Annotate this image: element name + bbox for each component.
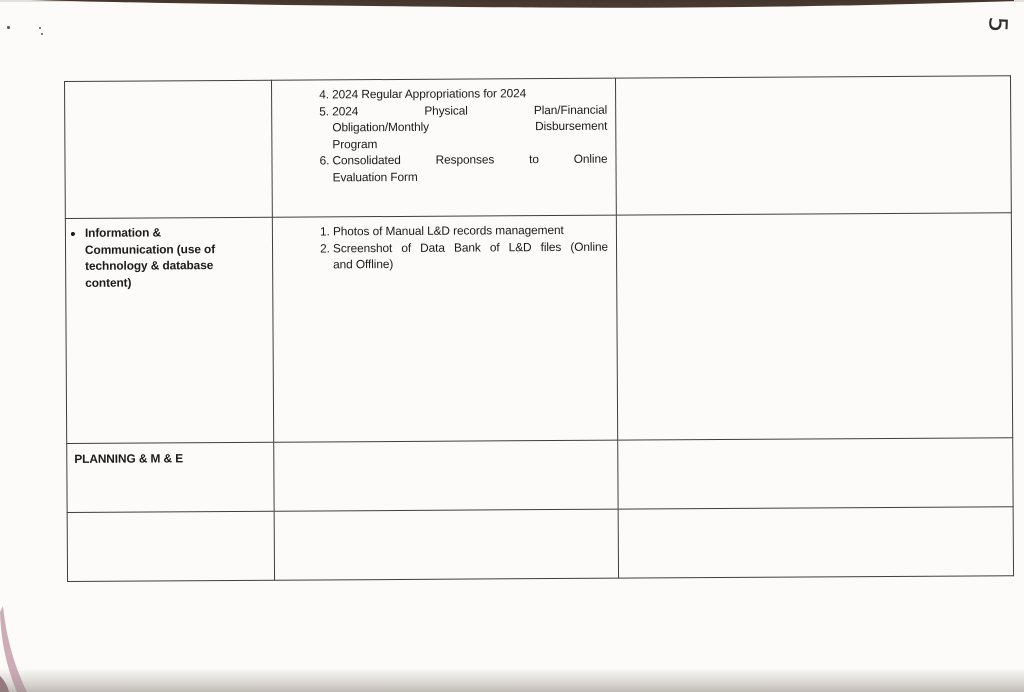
category-cell bbox=[67, 442, 274, 512]
text-line: technology & database bbox=[85, 258, 214, 274]
text-line: and Offline) bbox=[333, 257, 394, 272]
text-line: content) bbox=[85, 275, 132, 290]
list-item bbox=[85, 224, 250, 291]
text-line: 6. Consolidated Responses to Online bbox=[332, 152, 608, 168]
table-row bbox=[67, 438, 1013, 513]
category-bullet-list bbox=[70, 218, 268, 292]
category-bullet-list bbox=[72, 512, 270, 520]
category-bullet-list bbox=[71, 479, 269, 480]
text-line: Evaluation Form bbox=[332, 169, 418, 185]
text-line: 4. 2024 Regular Appropriations for 2024 bbox=[332, 86, 527, 102]
evidence-list bbox=[272, 79, 616, 187]
evidence-cell bbox=[274, 509, 618, 580]
table-row bbox=[65, 76, 1012, 219]
evidence-list bbox=[275, 510, 618, 518]
text-line: 2. Screenshot of Data Bank of L&D files (Online bbox=[332, 239, 609, 255]
handwritten-page-number: 5 bbox=[983, 16, 1013, 33]
text-line: 1. Photos of Manual L&D records management bbox=[332, 222, 564, 239]
evidence-cell bbox=[272, 215, 617, 442]
scan-speck bbox=[41, 33, 43, 35]
category-cell bbox=[67, 511, 274, 581]
compliance-cell bbox=[618, 507, 1013, 578]
list-item bbox=[333, 222, 608, 240]
evidence-list bbox=[273, 216, 616, 274]
scan-bottom-shadow bbox=[0, 668, 1024, 692]
empty-compliance-cell bbox=[615, 76, 1011, 215]
list-item bbox=[333, 238, 608, 273]
table-row bbox=[67, 507, 1013, 582]
list-item bbox=[332, 151, 607, 186]
compliance-assessment-table bbox=[64, 75, 1014, 582]
table-row bbox=[65, 213, 1012, 444]
assessment-table-wrap bbox=[64, 75, 1013, 582]
scan-speck bbox=[7, 26, 10, 29]
text-line: Obligation/Monthly Disbursement bbox=[332, 118, 608, 135]
category-cell bbox=[65, 217, 273, 443]
text-line: Program bbox=[332, 136, 378, 152]
evidence-cell bbox=[271, 78, 616, 217]
scan-speck bbox=[39, 27, 41, 29]
evidence-cell bbox=[274, 440, 618, 511]
category-header: PLANNING & M & E bbox=[74, 451, 184, 466]
empty-category-cell bbox=[65, 80, 273, 218]
list-item bbox=[332, 85, 607, 103]
compliance-list bbox=[618, 438, 1012, 446]
compliance-list bbox=[617, 213, 1011, 221]
text-line: • Information & bbox=[84, 225, 161, 240]
text-line: Communication (use of bbox=[84, 241, 216, 257]
text-line: 5. 2024 Physical Plan/Financial bbox=[332, 102, 608, 118]
compliance-cell bbox=[616, 213, 1012, 440]
compliance-list bbox=[619, 507, 1013, 515]
evidence-list bbox=[274, 441, 617, 449]
list-item bbox=[332, 101, 607, 152]
compliance-cell bbox=[618, 438, 1013, 509]
